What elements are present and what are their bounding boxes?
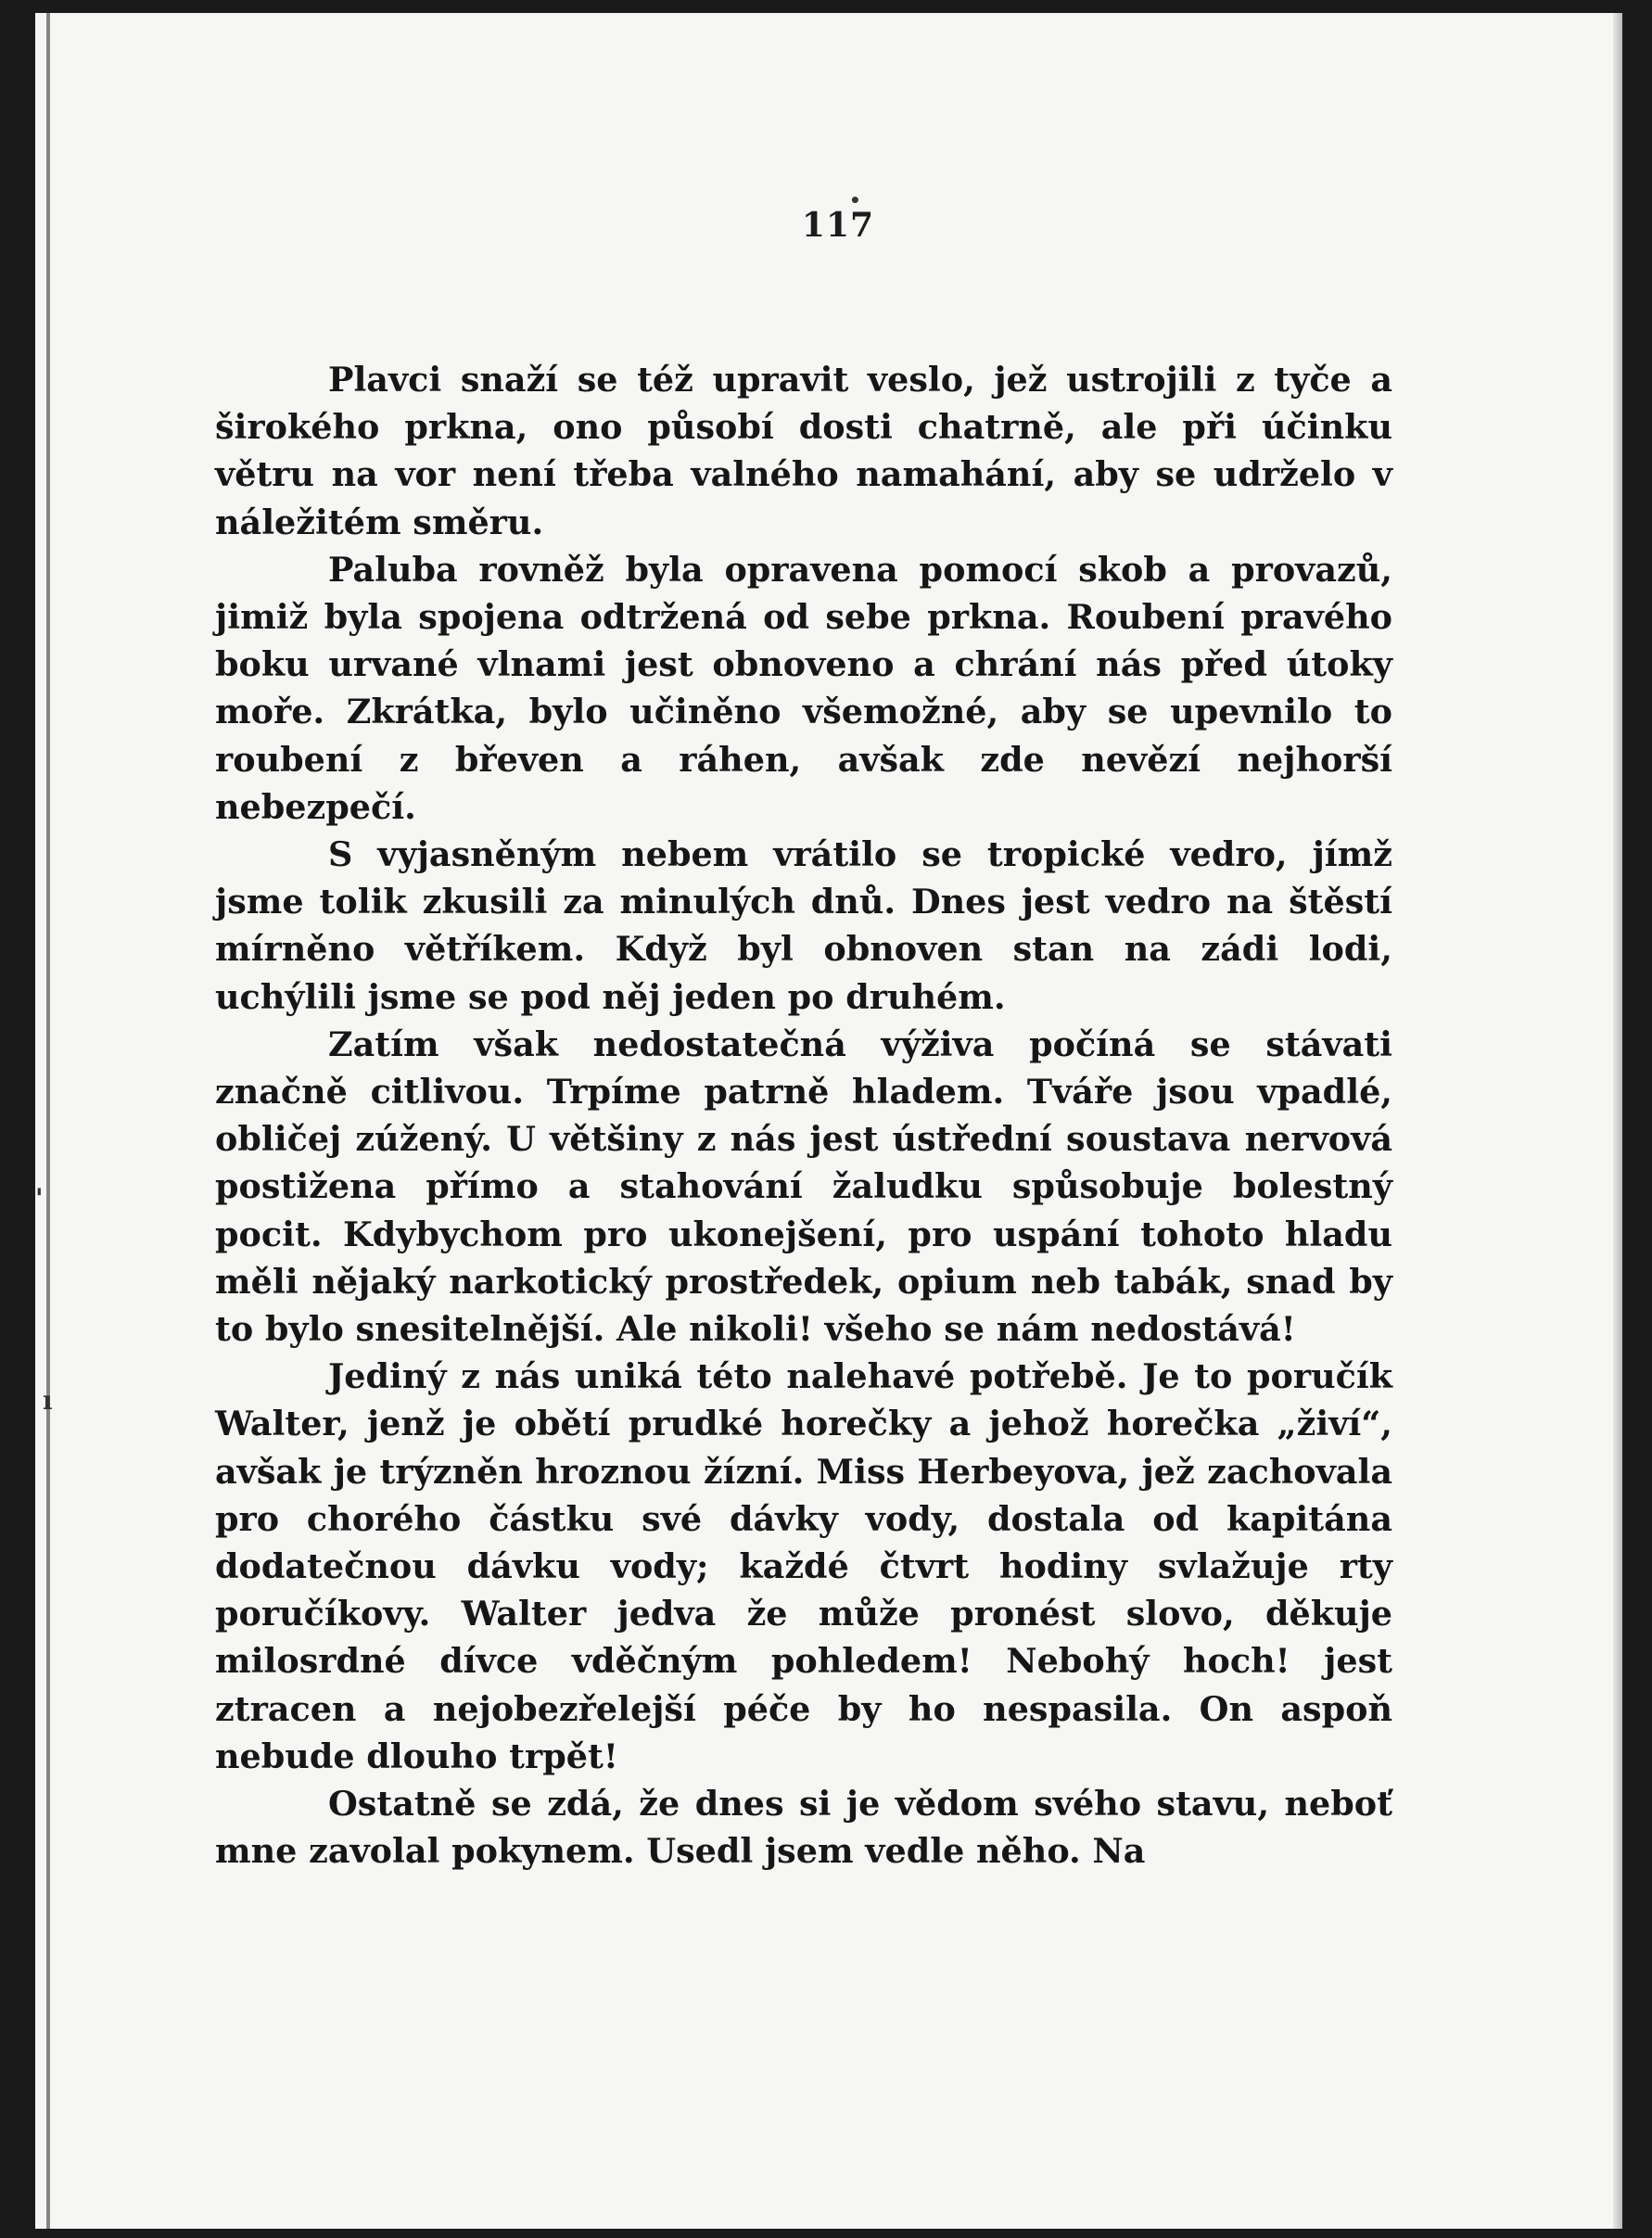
paragraph: Paluba rovněž byla opravena pomocí skob a provazů, jimiž byla spojena odtržená od sebe prkna. Roubení pravého boku urvané vlnami jest obnoveno a chrání nás před útoky moře. Zkrátka, bylo učiněno všemožné, aby se upevnilo to roubení z břeven a ráhen, avšak zde nevězí nejhorší nebezpečí. <box>215 549 1392 827</box>
paragraph: Zatím však nedostatečná výživa počíná se stávati značně citlivou. Trpíme patrně hladem. Tváře jsou vpadlé, obličej zúžený. U většiny z nás jest ústřední soustava nervová postižena přímo a stahování žaludku spůsobuje bolestný pocit. Kdybychom pro ukonejšení, pro uspání tohoto hladu měli nějaký narkotický prostředek, opium neb tabák, snad by to bylo snesitelnější. Ale nikoli! všeho se nám nedostává! <box>215 1024 1392 1350</box>
page-spine-edge <box>46 13 50 2229</box>
book-page <box>35 13 1622 2229</box>
page-right-edge <box>1613 13 1622 2229</box>
margin-mark: ' <box>35 1183 44 1214</box>
margin-mark: ı <box>43 1385 53 1416</box>
paragraph: Jediný z nás uniká této nalehavé potřebě. Je to poručík Walter, jenž je obětí prudké horečky a jehož horečka „živí“, avšak je trýzněn hroznou žízní. Miss Herbeyova, jež zachovala pro chorého částku své dávky vody, dostala od kapitána dodatečnou dávku vody; každé čtvrt hodiny svlažuje rty poručíkovy. Walter jedva že může pronést slovo, děkuje milosrdné dívce vděčným pohledem! Nebohý hoch! jest ztracen a nejobezřelejší péče by ho nespasila. On aspoň nebude dlouho trpět! <box>215 1356 1392 1776</box>
paragraph: S vyjasněným nebem vrátilo se tropické vedro, jímž jsme tolik zkusili za minulých dnů. Dnes jest vedro na štěstí mírněno větříkem. Když byl obnoven stan na zádi lodi, uchýlili jsme se pod něj jeden po druhém. <box>215 834 1392 1017</box>
page-number: 117 <box>801 206 875 245</box>
paragraph: Plavci snaží se též upravit veslo, jež ustrojili z tyče a širokého prkna, ono působí dosti chatrně, ale při účinku větru na vor není třeba valného namahání, aby se udrželo v náležitém směru. <box>215 360 1392 542</box>
body-text <box>215 356 1392 1876</box>
paragraph: Ostatně se zdá, že dnes si je vědom svého stavu, neboť mne zavolal pokynem. Usedl jsem vedle něho. Na <box>215 1784 1392 1872</box>
ink-speck: • <box>849 189 861 211</box>
